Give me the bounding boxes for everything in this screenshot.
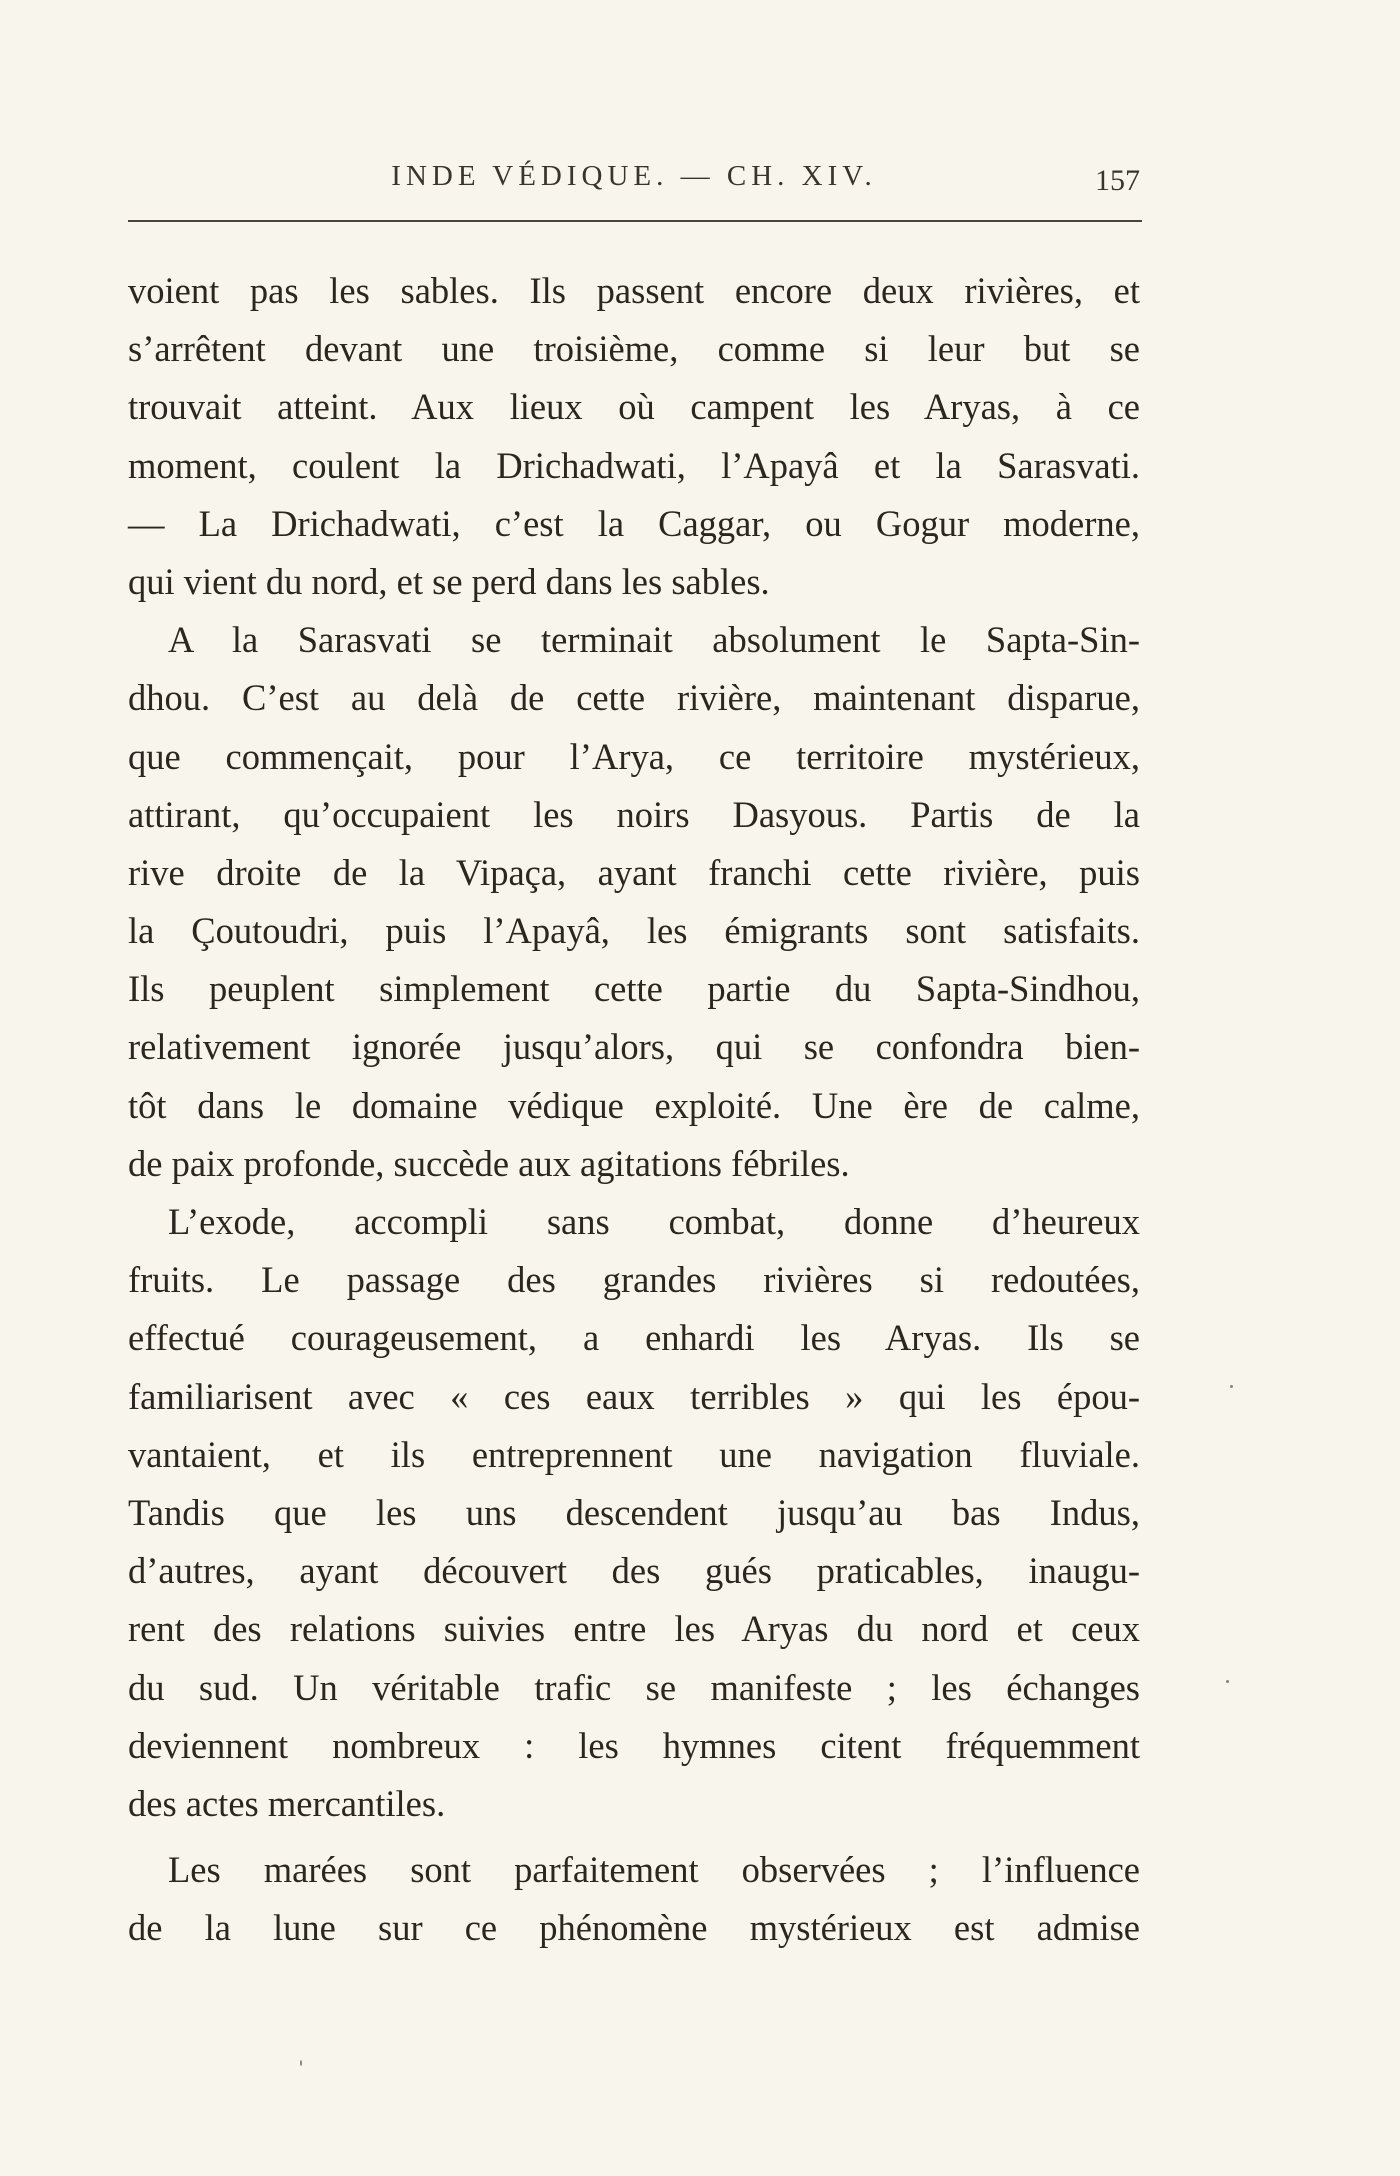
- paper-speck: [300, 2060, 302, 2066]
- paragraph-gap: [128, 1833, 1140, 1841]
- body-text: [128, 262, 1140, 1957]
- paper-speck: [1226, 1680, 1229, 1683]
- text-line: Ils peuplent simplement cette partie du Sapta-Sindhou,: [128, 968, 1140, 1010]
- text-line: voient pas les sables. Ils passent encore deux rivières, et: [128, 270, 1140, 311]
- text-line: moment, coulent la Drichadwati, l’Apayâ et la Sarasvati.: [128, 444, 1140, 486]
- text-line: que commençait, pour l’Arya, ce territoire mystérieux,: [128, 735, 1140, 777]
- text-line: relativement ignorée jusqu’alors, qui se confondra bien-: [128, 1026, 1140, 1068]
- running-title: INDE VÉDIQUE. — CH. XIV.: [391, 160, 877, 192]
- text-line: — La Drichadwati, c’est la Caggar, ou Gogur moderne,: [128, 502, 1140, 544]
- text-line: tôt dans le domaine védique exploité. Une ère de calme,: [128, 1084, 1140, 1126]
- text-line: effectué courageusement, a enhardi les Aryas. Ils se: [128, 1317, 1140, 1359]
- text-line: de la lune sur ce phénomène mystérieux est admise: [128, 1907, 1140, 1949]
- text-line: fruits. Le passage des grandes rivières si redoutées,: [128, 1259, 1140, 1301]
- text-line: rent des relations suivies entre les Aryas du nord et ceux: [128, 1608, 1140, 1650]
- text-line: de paix profonde, succède aux agitations fébriles.: [128, 1142, 850, 1184]
- text-line: la Çoutoudri, puis l’Apayâ, les émigrants sont satisfaits.: [128, 910, 1140, 952]
- text-line: rive droite de la Vipaça, ayant franchi cette rivière, puis: [128, 851, 1140, 893]
- paper-speck: [1230, 1385, 1233, 1388]
- paragraph-start-line: L’exode, accompli sans combat, donne d’heureux: [168, 1201, 1140, 1242]
- text-line: d’autres, ayant découvert des gués praticables, inaugu-: [128, 1550, 1140, 1592]
- text-line: Tandis que les uns descendent jusqu’au bas Indus,: [128, 1491, 1140, 1533]
- text-line: trouvait atteint. Aux lieux où campent les Aryas, à ce: [128, 386, 1140, 428]
- text-line: vantaient, et ils entreprennent une navigation fluviale.: [128, 1433, 1140, 1475]
- paragraph-start-line: A la Sarasvati se terminait absolument le Sapta-Sin-: [168, 619, 1140, 661]
- text-line: familiarisent avec « ces eaux terribles » qui les épou-: [128, 1375, 1140, 1417]
- text-line: attirant, qu’occupaient les noirs Dasyous. Partis de la: [128, 793, 1140, 835]
- text-line: des actes mercantiles.: [128, 1782, 446, 1824]
- paragraph-start-line: Les marées sont parfaitement observées ; l’influence: [168, 1849, 1140, 1891]
- text-line: dhou. C’est au delà de cette rivière, maintenant disparue,: [128, 677, 1140, 719]
- text-line: qui vient du nord, et se perd dans les sables.: [128, 560, 770, 602]
- page-number: 157: [1095, 164, 1140, 197]
- running-head: [128, 160, 1140, 204]
- text-line: s’arrêtent devant une troisième, comme si leur but se: [128, 328, 1140, 370]
- text-line: deviennent nombreux : les hymnes citent fréquemment: [128, 1724, 1140, 1766]
- text-line: du sud. Un véritable trafic se manifeste ; les échanges: [128, 1666, 1140, 1708]
- header-rule: [128, 220, 1142, 222]
